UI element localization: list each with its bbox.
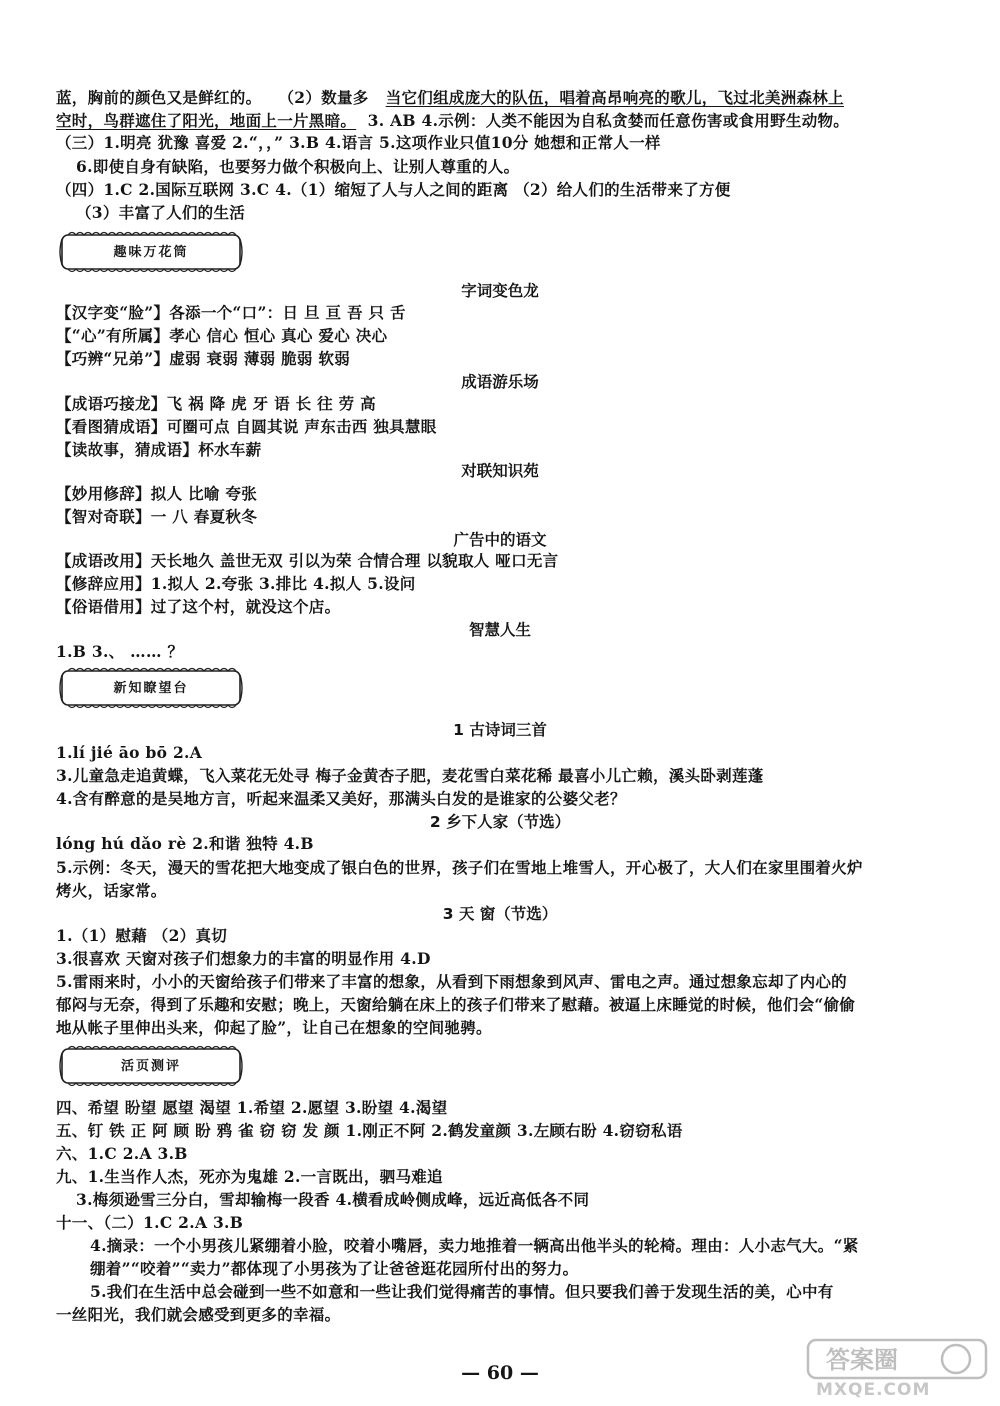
answer-line: 【巧辨“兄弟”】虚弱 衰弱 薄弱 脆弱 软弱 xyxy=(56,349,351,368)
section-heading: 2 乡下人家（节选） xyxy=(429,813,571,831)
section-banner xyxy=(56,229,246,275)
answer-line: 4.含有醉意的是吴地方言，听起来温柔又美好，那满头白发的是谁家的公婆父老？ xyxy=(56,789,626,808)
answer-line: 【智对奇联】一 八 春夏秋冬 xyxy=(56,507,257,526)
section-heading: 对联知识苑 xyxy=(461,462,539,480)
watermark-logo-icon xyxy=(806,1336,992,1382)
watermark-logo-text: 答案圈 xyxy=(826,1346,898,1374)
underlined-answer: 空时，鸟群遮住了阳光，地面上一片黑暗。 xyxy=(56,111,357,130)
watermark xyxy=(806,1336,992,1402)
answer-line: 九、1.生当作人杰，死亦为鬼雄 2.一言既出，驷马难追 xyxy=(56,1167,443,1186)
answer-line: 【读故事，猜成语】杯水车薪 xyxy=(56,440,262,459)
answer-line: 3.很喜欢 天窗对孩子们想象力的丰富的明显作用 4.D xyxy=(56,949,431,968)
answer-line: 5.我们在生活中总会碰到一些不如意和一些让我们觉得痛苦的事情。但只要我们善于发现生活的美，心中有 xyxy=(90,1282,834,1301)
answer-line: 5.雷雨来时，小小的天窗给孩子们带来了丰富的想象，从看到下雨想象到风声、雷电之声。通过想象忘却了内心的 xyxy=(56,972,847,991)
section-banner xyxy=(56,1043,246,1089)
answer-line: 烤火，话家常。 xyxy=(56,881,167,900)
section-banner xyxy=(56,665,246,711)
answer-line: 3.儿童急走追黄蝶，飞入菜花无处寻 梅子金黄杏子肥，麦花雪白菜花稀 最喜小儿亡赖，溪头卧剥莲蓬 xyxy=(56,766,764,785)
answer-line: lóng hú dǎo rè 2.和谐 独特 4.B xyxy=(56,834,314,853)
answer-line: 【修辞应用】1.拟人 2.夸张 3.排比 4.拟人 5.设问 xyxy=(56,574,416,593)
answer-line: 地从帐子里伸出头来，仰起了脸”，让自己在想象的空间驰骋。 xyxy=(56,1018,492,1037)
answer-line: 【汉字变“脸”】各添一个“口”：日 旦 亘 吾 只 舌 xyxy=(56,303,406,322)
section-heading: 3 天 窗（节选） xyxy=(442,905,558,923)
answer-line: 5.示例：冬天，漫天的雪花把大地变成了银白色的世界，孩子们在雪地上堆雪人，开心极了，大人们在家里围着火炉 xyxy=(56,858,863,877)
answer-line: 【妙用修辞】拟人 比喻 夸张 xyxy=(56,484,257,503)
answer-line xyxy=(56,109,940,133)
answer-line: 郁闷与无奈，得到了乐趣和安慰；晚上，天窗给躺在床上的孩子们带来了慰藉。被逼上床睡觉的时候，他们会“偷偷 xyxy=(56,995,856,1014)
answer-line: （3）丰富了人们的生活 xyxy=(76,203,246,222)
answer-text: 3. AB 4.示例：人类不能因为自私贪婪而任意伤害或食用野生动物。 xyxy=(367,111,850,130)
section-heading: 广告中的语文 xyxy=(453,531,547,549)
answer-line: 一丝阳光，我们就会感受到更多的幸福。 xyxy=(56,1305,341,1324)
page-number: — 60 — xyxy=(461,1362,539,1384)
section-heading: 成语游乐场 xyxy=(461,373,539,391)
answer-text: 蓝，胸前的颜色又是鲜红的。 xyxy=(56,88,262,107)
answer-line: （三）1.明亮 犹豫 喜爱 2.“，，” 3.B 4.语言 5.这项作业只值10分 她想和正常人一样 xyxy=(56,133,661,152)
banner-title: 新知瞭望台 xyxy=(113,681,189,696)
answer-line: 【俗语借用】过了这个村，就没这个店。 xyxy=(56,597,341,616)
answer-line: 【看图猜成语】可圈可点 自圆其说 声东击西 独具慧眼 xyxy=(56,417,437,436)
answer-line: 6.即使自身有缺陷，也要努力做个积极向上、让别人尊重的人。 xyxy=(76,157,520,176)
answer-line: 1.B 3.、 …… ？ xyxy=(56,642,184,661)
answer-line: 十一、（二）1.C 2.A 3.B xyxy=(56,1213,244,1232)
section-heading: 智慧人生 xyxy=(468,621,531,639)
answer-line: 4.摘录：一个小男孩儿紧绷着小脸，咬着小嘴唇，卖力地推着一辆高出他半头的轮椅。理由：人小志气大。“紧 xyxy=(90,1236,859,1255)
answer-text: （2）数量多 xyxy=(278,88,369,107)
underlined-answer: 当它们组成庞大的队伍，唱着高昂响亮的歌儿，飞过北美洲森林上 xyxy=(385,88,844,107)
answer-line: 3.梅须逊雪三分白，雪却输梅一段香 4.横看成岭侧成峰，远近高低各不同 xyxy=(76,1190,590,1209)
banner-title: 趣味万花筒 xyxy=(113,245,189,260)
answer-line: 【“心”有所属】孝心 信心 恒心 真心 爱心 决心 xyxy=(56,326,388,345)
banner-title: 活页测评 xyxy=(120,1059,181,1074)
section-heading: 字词变色龙 xyxy=(461,282,539,300)
answer-line: 【成语改用】天长地久 盖世无双 引以为荣 合情合理 以貌取人 哑口无言 xyxy=(56,551,559,570)
answer-line: 六、1.C 2.A 3.B xyxy=(56,1144,188,1163)
section-heading: 1 古诗词三首 xyxy=(453,721,547,739)
answer-line: 1.lí jié āo bō 2.A xyxy=(56,743,203,762)
watermark-url: MXQE.COM xyxy=(816,1380,931,1400)
answer-line: 五、钉 铁 正 阿 顾 盼 鸦 雀 窃 窃 发 颜 1.刚正不阿 2.鹤发童颜 3.左顾右盼 4.窃窃私语 xyxy=(56,1121,683,1140)
answer-line: 1.（1）慰藉 （2）真切 xyxy=(56,926,228,945)
answer-line: 绷着”“咬着”“卖力”都体现了小男孩为了让爸爸逛花园所付出的努力。 xyxy=(90,1259,579,1278)
answer-line: （四）1.C 2.国际互联网 3.C 4.（1）缩短了人与人之间的距离 （2）给人们的生活带来了方便 xyxy=(56,180,731,199)
answer-line: 【成语巧接龙】飞 祸 降 虎 牙 语 长 往 劳 高 xyxy=(56,394,376,413)
answer-line xyxy=(56,86,940,110)
answer-line: 四、希望 盼望 愿望 渴望 1.希望 2.愿望 3.盼望 4.渴望 xyxy=(56,1098,448,1117)
